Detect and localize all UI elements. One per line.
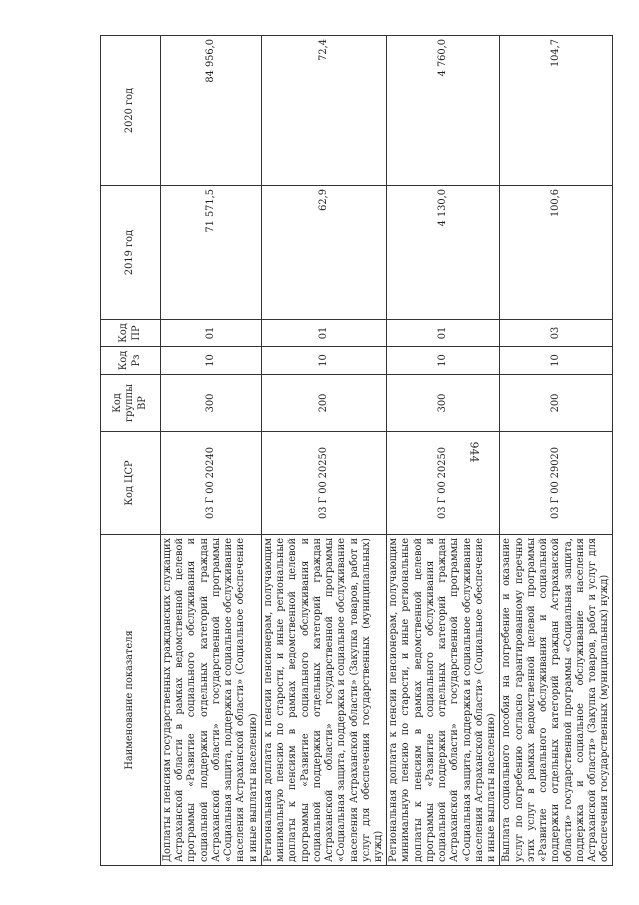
rotated-table-container — [100, 36, 611, 866]
header-name: Наименование показателя — [101, 535, 161, 866]
row-rz: 10 — [387, 347, 500, 375]
row-2020: 4 760,0 — [387, 36, 500, 186]
row-pr: 01 — [261, 320, 386, 347]
header-vr: Код группы ВР — [101, 375, 161, 432]
row-rz: 10 — [500, 347, 613, 375]
row-csr: 03 Г 00 20250 — [387, 432, 500, 535]
row-pr: 01 — [161, 320, 262, 347]
header-csr: Код ЦСР — [101, 432, 161, 535]
row-name: Доплаты к пенсиям государственных гражданских служащих Астраханской области в рамках ведомственной целевой программы «Развитие социального обслуживания и социальной поддержки отдельных категорий граждан Астраханской области» государственной программы «Социальная защита, поддержка и социальное обслуживание населения Астраханской области» (Социальное обеспечение и иные выплаты населению) — [161, 535, 262, 866]
table-row — [261, 36, 386, 866]
row-2020: 84 956,0 — [161, 36, 262, 186]
row-rz: 10 — [161, 347, 262, 375]
row-vr: 200 — [261, 375, 386, 432]
row-name: Региональная доплата к пенсии пенсионерам, получающим минимальную пенсию по старости, и иные региональные доплаты к пенсиям в рамках ведомственной целевой программы «Развитие социального обслуживания и социальной поддержки отдельных категорий граждан Астраханской области» государственной программы «Социальная защита, поддержка и социальное обслуживание населения Астраханской области» (Закупка товаров, работ и услуг для обеспечения государственных (муниципальных) нужд) — [261, 535, 386, 866]
table-row — [161, 36, 262, 866]
row-vr: 300 — [161, 375, 262, 432]
table-row — [500, 36, 613, 866]
row-rz: 10 — [261, 347, 386, 375]
row-vr: 300 — [387, 375, 500, 432]
page-number: 944 — [467, 441, 481, 463]
row-2019: 4 130,0 — [387, 186, 500, 320]
header-2020: 2020 год — [101, 36, 161, 186]
header-2019: 2019 год — [101, 186, 161, 320]
row-2020: 104,7 — [500, 36, 613, 186]
row-csr: 03 Г 00 20250 — [261, 432, 386, 535]
header-rz: Код Рз — [101, 347, 161, 375]
row-name: Региональная доплата к пенсии пенсионерам, получающим минимальную пенсию по старости, и иные региональные доплаты к пенсиям в рамках ведомственной целевой программы «Развитие социального обслуживания и социальной поддержки отдельных категорий граждан Астраханской области» государственной программы «Социальная защита, поддержка и социальное обслуживание населения Астраханской области» (Социальное обеспечение и иные выплаты населению) — [387, 535, 500, 866]
row-pr: 01 — [387, 320, 500, 347]
row-name: Выплата социального пособия на погребение и оказание услуг по погребению согласно гарантированному перечню этих услуг в рамках ведомственной целевой программы «Развитие социального обслуживания и социальной поддержки отдельных категорий граждан Астраханской области» государственной программы «Социальная защита, поддержка и социальное обслуживание населения Астраханской области» (Закупка товаров, работ и услуг для обеспечения государственных (муниципальных) нужд) — [500, 535, 613, 866]
row-csr: 03 Г 00 29020 — [500, 432, 613, 535]
table-row — [387, 36, 500, 866]
budget-table — [100, 35, 613, 866]
row-2019: 62,9 — [261, 186, 386, 320]
row-2019: 71 571,5 — [161, 186, 262, 320]
row-2020: 72,4 — [261, 36, 386, 186]
row-vr: 200 — [500, 375, 613, 432]
row-pr: 03 — [500, 320, 613, 347]
row-csr: 03 Г 00 20240 — [161, 432, 262, 535]
header-row — [101, 36, 161, 866]
header-pr: Код ПР — [101, 320, 161, 347]
row-2019: 100,6 — [500, 186, 613, 320]
